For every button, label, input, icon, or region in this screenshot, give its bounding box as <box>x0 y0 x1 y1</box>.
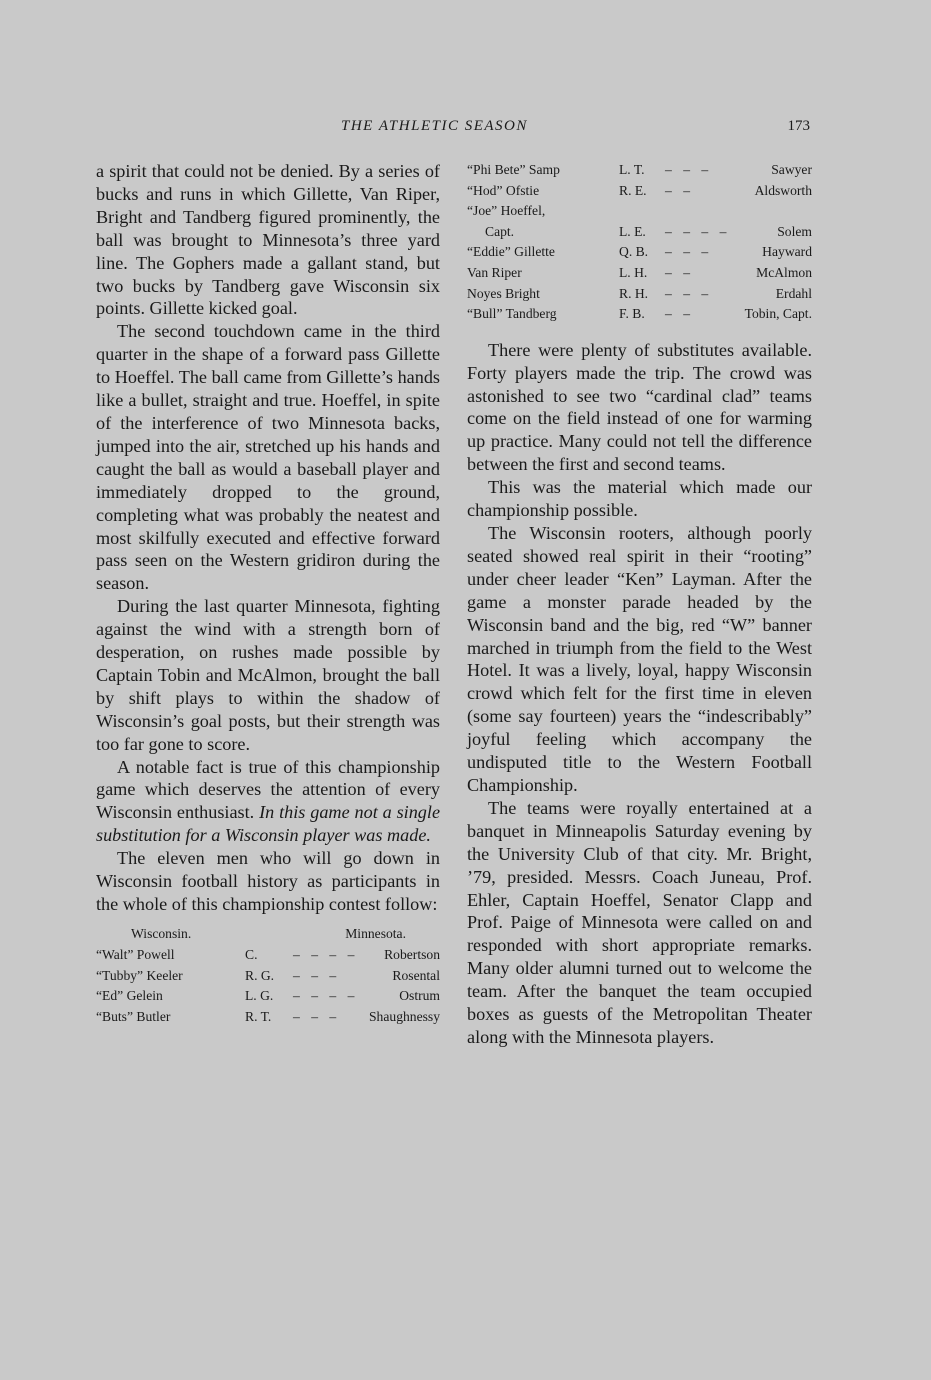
position: Q. B. <box>619 244 649 260</box>
leader-dashes: – – <box>665 264 694 280</box>
lineup-row <box>467 160 812 181</box>
right-column <box>467 160 812 1049</box>
leader-dashes: – – – – <box>665 223 731 239</box>
position: F. B. <box>619 306 645 322</box>
paragraph: This was the material which made our championship possible. <box>467 477 812 521</box>
wisconsin-player: “Tubby” Keeler <box>96 967 183 983</box>
minnesota-header: Minnesota. <box>345 925 406 941</box>
minnesota-player: Erdahl <box>775 285 812 301</box>
position: R. H. <box>619 285 649 301</box>
lineup-row <box>96 945 440 966</box>
lineup-row <box>467 263 812 284</box>
lineup-table <box>96 924 440 1028</box>
lineup-row <box>96 966 440 987</box>
page-number: 173 <box>787 118 810 134</box>
lineup-table-continued <box>467 160 812 325</box>
lineup-headers <box>96 924 440 945</box>
minnesota-player: Hayward <box>762 244 812 260</box>
wisconsin-header: Wisconsin. <box>131 925 192 941</box>
position: R. T. <box>245 1009 272 1025</box>
minnesota-player: Sawyer <box>771 162 812 177</box>
lineup-row <box>96 1007 440 1028</box>
leader-dashes: – – – <box>293 967 341 983</box>
paragraph: The eleven men who will go down in Wisconsin football history as participants in the whole of this championship contest follow: <box>96 848 440 914</box>
lineup-row <box>467 242 812 263</box>
paragraph-notable <box>96 756 440 848</box>
left-column <box>96 160 440 1028</box>
wisconsin-player: “Eddie” Gillette <box>467 244 555 260</box>
paragraph: During the last quarter Minnesota, fighting against the wind with a strength born of desperation, on rushes made possible by Captain Tobin and McAlmon, brought the ball by shift plays to within the shadow of Wisconsin’s goal posts, but their strength was too far gone to score. <box>96 596 440 754</box>
leader-dashes: – – – <box>665 285 713 301</box>
paragraph: There were plenty of substitutes available. Forty players made the trip. The crowd was astonished to see two “cardinal clad” teams come on the field instead of one for warming up practice. Many could not tell the difference between the first and second teams. <box>467 339 812 475</box>
lineup-row <box>96 986 440 1007</box>
wisconsin-player: Capt. <box>485 223 515 239</box>
minnesota-player: Ostrum <box>399 988 440 1004</box>
wisconsin-player: “Ed” Gelein <box>96 988 163 1004</box>
minnesota-player: Shaughnessy <box>369 1009 440 1025</box>
leader-dashes: – – – <box>665 244 713 260</box>
paragraph: a spirit that could not be denied. By a series of bucks and runs in which Gillette, Van Riper, Bright and Tandberg figured prominently, the ball was brought to Minnesota’s three yard line. The Gophers made a gallant stand, but two bucks by Tandberg gave Wisconsin six points. Gillette kicked goal. <box>96 161 440 319</box>
minnesota-player: Tobin, Capt. <box>744 306 812 322</box>
running-title: THE ATHLETIC SEASON <box>341 118 528 134</box>
wisconsin-player: “Walt” Powell <box>96 946 175 962</box>
minnesota-player: Robertson <box>384 946 440 962</box>
position: L. T. <box>619 162 645 177</box>
lineup-row <box>467 201 812 222</box>
wisconsin-player: “Bull” Tandberg <box>467 306 557 322</box>
leader-dashes: – – – <box>293 1009 341 1025</box>
paragraph: The teams were royally entertained at a banquet in Minneapolis Saturday evening by the University Club of that city. Mr. Bright, ’79, presided. Messrs. Coach Juneau, Prof. Ehler, Captain Hoeffel, Senator Clapp and Prof. Paige of Minnesota were called on and responded with short appropriate remarks. Many older alumni turned out to welcome the team. After the banquet the team occupied boxes as guests of the Metropolitan Theater along with the Minnesota players. <box>467 797 812 1047</box>
paragraph: The Wisconsin rooters, although poorly seated showed real spirit in their “rooting” under cheer leader “Ken” Layman. After the game a monster parade headed by the Wisconsin band and the big, red “W” banner marched in triumph from the field to the West Hotel. It was a lively, loyal, happy Wisconsin crowd which felt for the first time in eleven (some say fourteen) years the “indescribably” joyful feeling which accompany the undisputed title to the Western Football Championship. <box>467 523 812 795</box>
paragraph: The second touchdown came in the third quarter in the shape of a forward pass Gillette to Hoeffel. The ball came from Gillette’s hands like a bullet, straight and true. Hoeffel, in spite of the interference of two Minnesota backs, jumped into the air, stretched up his hands and caught the ball as would a baseball player and immediately dropped to the ground, completing what was probably the neatest and most skilfully executed and effective forward pass seen on the Western gridiron during the season. <box>96 321 440 594</box>
wisconsin-player: “Buts” Butler <box>96 1009 171 1025</box>
leader-dashes: – – – – <box>293 988 359 1004</box>
position: C. <box>245 946 258 962</box>
wisconsin-player: Van Riper <box>467 264 522 280</box>
lineup-row <box>467 304 812 325</box>
minnesota-player: Aldsworth <box>754 182 812 198</box>
leader-dashes: – – – – <box>293 946 359 962</box>
lineup-row <box>467 284 812 305</box>
position: L. E. <box>619 223 646 239</box>
lineup-row <box>467 222 812 243</box>
position: L. H. <box>619 264 648 280</box>
notable-emphasis: In this game not a single substitution for a Wisconsin player was made. <box>96 802 441 846</box>
page-header <box>96 118 816 140</box>
leader-dashes: – – <box>665 182 694 198</box>
position: R. G. <box>245 967 275 983</box>
wisconsin-player: “Joe” Hoeffel, <box>467 203 546 219</box>
lineup-row <box>467 181 812 202</box>
wisconsin-player: Noyes Bright <box>467 285 540 301</box>
leader-dashes: – – – <box>665 162 713 177</box>
minnesota-player: Solem <box>777 223 812 239</box>
notable-lead: A notable fact is true of this championship game which deserves the attention of every Wisconsin enthusiast. <box>96 756 440 823</box>
wisconsin-player: “Hod” Ofstie <box>467 182 540 198</box>
minnesota-player: McAlmon <box>756 264 812 280</box>
leader-dashes: – – <box>665 306 694 322</box>
position: L. G. <box>245 988 274 1004</box>
minnesota-player: Rosental <box>392 967 440 983</box>
position: R. E. <box>619 182 647 198</box>
wisconsin-player: “Phi Bete” Samp <box>467 162 560 177</box>
